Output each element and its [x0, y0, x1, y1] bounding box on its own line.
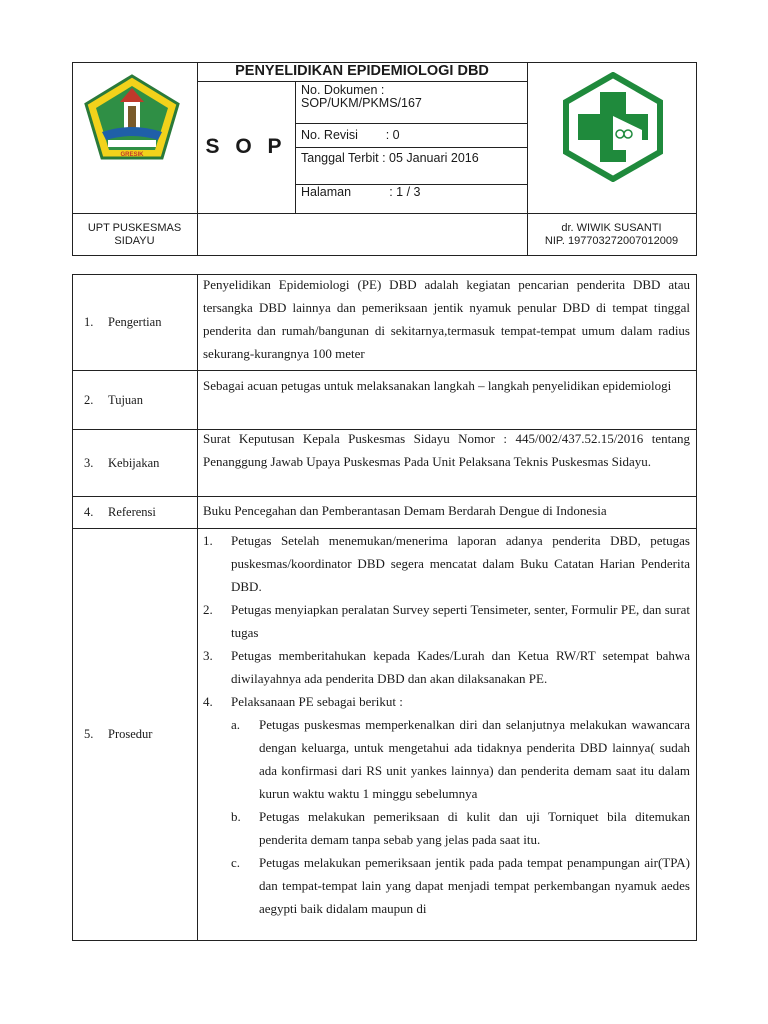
step-text: Pelaksanaan PE sebagai berikut :: [231, 694, 403, 709]
prosedur-substep: [231, 851, 690, 920]
halaman: Halaman : 1 / 3: [301, 184, 421, 199]
step-text: Petugas Setelah menemukan/menerima laporan adanya penderita DBD, petugas puskesmas/koordinator DBD segera mencatat dalam Buku Catatan Harian Penderita DBD.: [231, 533, 690, 594]
label-prosedur-num: 5.: [84, 727, 94, 741]
label-referensi-text: Referensi: [108, 505, 156, 519]
unit-line1: UPT PUSKESMAS: [87, 222, 182, 234]
label-kebijakan-text: Kebijakan: [108, 455, 160, 470]
content-kebijakan: [203, 427, 690, 473]
label-tujuan-num: 2.: [84, 392, 94, 407]
tujuan-text: Sebagai acuan petugas untuk melaksanakan langkah – langkah penyelidikan epidemiologi: [203, 378, 672, 393]
label-pengertian: [84, 275, 196, 370]
content-prosedur: [203, 529, 690, 920]
substep-letter: a.: [231, 717, 241, 732]
border-bottom: [72, 255, 697, 256]
label-referensi-num: 4.: [84, 505, 94, 519]
substep-text: Petugas melakukan pemeriksaan jentik pada pada tempat penampungan air(TPA) dan tempat-tempat lain yang dapat menjadi tempat perkembangan nyamuk aedes aegypti baik didalam maupun di: [259, 855, 690, 916]
gresik-logo: [84, 74, 180, 160]
substep-letter: c.: [231, 855, 241, 870]
no-dokumen-label: No. Dokumen :: [301, 83, 385, 97]
body-col-divider: [197, 274, 198, 941]
no-revisi: No. Revisi : 0: [301, 127, 400, 142]
prosedur-step: [203, 690, 690, 713]
body-border-bottom: [72, 940, 697, 941]
step-text: Petugas memberitahukan kepada Kades/Lurah dan Ketua RW/RT setempat bahwa diwilayahnya ada penderita DBD dan akan dilaksanakan PE.: [231, 648, 690, 686]
tanggal-terbit: Tanggal Terbit : 05 Januari 2016: [301, 150, 479, 165]
label-prosedur: [84, 529, 196, 940]
unit-line2: SIDAYU: [114, 235, 155, 247]
label-pengertian-text: Pengertian: [108, 315, 162, 329]
document-title: PENYELIDIKAN EPIDEMIOLOGI DBD: [235, 63, 489, 79]
sop-label: S O P: [205, 135, 287, 158]
content-referensi: [203, 499, 690, 522]
kebijakan-text: Surat Keputusan Kepala Puskesmas Sidayu Nomor : 445/002/437.52.15/2016 tentang Penanggung Jawab Upaya Puskesmas Pada Unit Pelaksana Teknis Puskesmas Sidayu.: [203, 431, 690, 469]
referensi-text: Buku Pencegahan dan Pemberantasan Demam Berdarah Dengue di Indonesia: [203, 503, 607, 518]
signer-name: dr. WIWIK SUSANTI: [561, 222, 662, 234]
prosedur-step: [203, 529, 690, 598]
no-dokumen-cell: [301, 84, 523, 110]
label-tujuan-text: Tujuan: [108, 392, 143, 407]
substep-text: Petugas puskesmas memperkenalkan diri dan selanjutnya melakukan wawancara dengan keluarga, untuk mengetahui ada tidaknya penderita DBD lainnya( sudah ada konfirmasi dari RS unit yankes lainnya) dan penderita demam saat itu dalam kurun waktu waktu 1 minggu sebelumnya: [259, 717, 690, 801]
label-kebijakan: [84, 430, 196, 496]
label-prosedur-text: Prosedur: [108, 727, 153, 741]
prosedur-step: [203, 598, 690, 644]
substep-letter: b.: [231, 809, 241, 824]
substep-text: Petugas melakukan pemeriksaan di kulit dan uji Torniquet bila ditemukan penderita demam tanpa sebab yang jelas pada saat itu.: [259, 809, 690, 847]
content-tujuan: [203, 374, 690, 397]
content-pengertian: [203, 273, 690, 365]
body-border-right: [696, 274, 697, 941]
signer-nip: NIP. 197703272007012009: [544, 235, 679, 247]
border-right: [696, 62, 697, 256]
label-referensi: [84, 497, 196, 528]
no-dokumen-value: SOP/UKM/PKMS/167: [301, 96, 422, 110]
step-text: Petugas menyiapkan peralatan Survey seperti Tensimeter, senter, Formulir PE, dan surat tugas: [231, 602, 690, 640]
label-pengertian-num: 1.: [84, 315, 94, 329]
border-mid: [72, 213, 697, 214]
body-border-left: [72, 274, 73, 941]
step-number: 3.: [203, 648, 213, 663]
prosedur-step: [203, 644, 690, 690]
puskesmas-logo: [560, 72, 666, 182]
signer-block: [527, 222, 696, 248]
unit-name: [72, 222, 197, 248]
gresik-logo-text: GRESIK: [120, 152, 144, 158]
prosedur-substep: [231, 805, 690, 851]
step-number: 2.: [203, 602, 213, 617]
step-number: 4.: [203, 694, 213, 709]
prosedur-substep: [231, 713, 690, 805]
step-number: 1.: [203, 533, 213, 548]
label-tujuan: [84, 371, 196, 429]
pengertian-text: Penyelidikan Epidemiologi (PE) DBD adalah kegiatan pencarian penderita DBD atau tersangka DBD lainnya dan pemeriksaan jentik nyamuk penular DBD di tempat tinggal penderita dan rumah/bangunan di sekitarnya,termasuk tempat-tempat umum dalam radius sekurang-kurangnya 100 meter: [203, 277, 690, 361]
label-kebijakan-num: 3.: [84, 455, 94, 470]
